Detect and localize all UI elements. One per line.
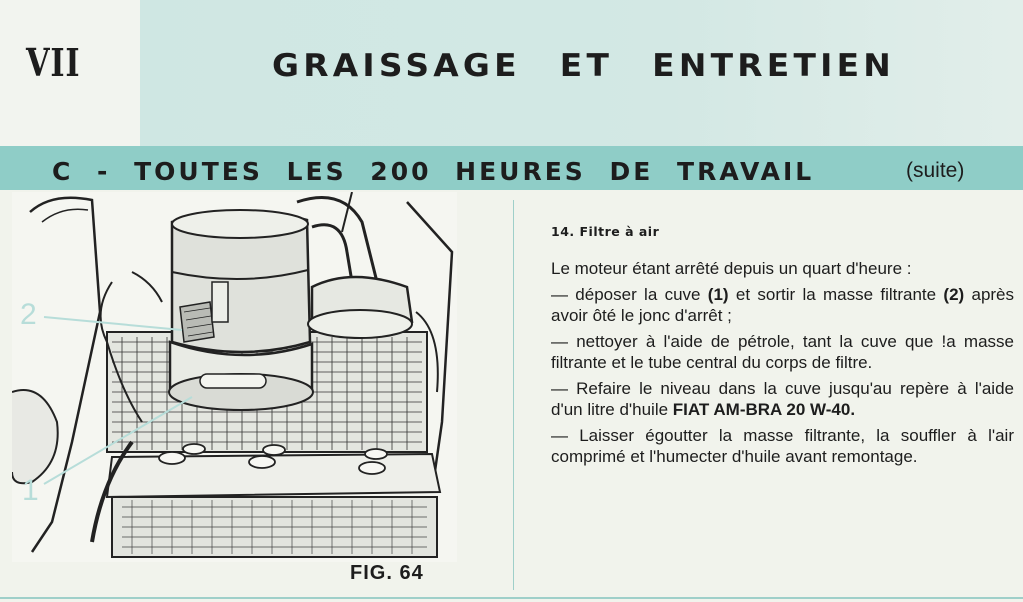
bottom-rule	[0, 597, 1023, 599]
text-run: — nettoyer à l'aide de pétrole, tant la cuve que !a masse filtrante et le tube central du corps de filtre.	[551, 332, 1014, 372]
column-divider	[513, 200, 514, 590]
engine-illustration	[12, 192, 457, 562]
ref-1: (1)	[707, 285, 729, 304]
instructions-column	[551, 221, 1014, 472]
figure-caption: FIG. 64	[350, 562, 424, 584]
ref-2: (2)	[943, 285, 965, 304]
paragraph-refill	[551, 378, 1014, 420]
text-run: — Refaire le niveau dans la cuve jusqu'au repère à l'aide d'un litre d'huile	[551, 379, 1014, 419]
text-run: Le moteur étant arrêté depuis un quart d'heure :	[551, 259, 912, 278]
callout-2: 2	[20, 298, 37, 331]
text-run: après avoir ôté le jonc d'arrêt ;	[551, 285, 1015, 325]
item-heading: 14. Filtre à air	[551, 224, 660, 239]
callout-1: 1	[22, 474, 39, 507]
section-suite: (suite)	[906, 159, 965, 182]
oil-spec: FIAT AM-BRA 20 W-40.	[672, 400, 856, 419]
air-filter-drawing	[12, 192, 457, 562]
text-run: — déposer la cuve	[551, 285, 708, 304]
text-run: et sortir la masse filtrante	[728, 285, 944, 304]
text-run: — Laisser égoutter la masse filtrante, la souffler à l'air comprimé et l'humecter d'huile avant remontage.	[551, 426, 1014, 466]
paragraph-intro	[551, 258, 1014, 279]
section-title: C - TOUTES LES 200 HEURES DE TRAVAIL	[52, 157, 815, 186]
chapter-number: VII	[26, 40, 81, 85]
paragraph-remove	[551, 284, 1014, 326]
paragraph-clean	[551, 331, 1014, 373]
paragraph-dry	[551, 425, 1014, 467]
chapter-title: GRAISSAGE ET ENTRETIEN	[272, 48, 896, 84]
